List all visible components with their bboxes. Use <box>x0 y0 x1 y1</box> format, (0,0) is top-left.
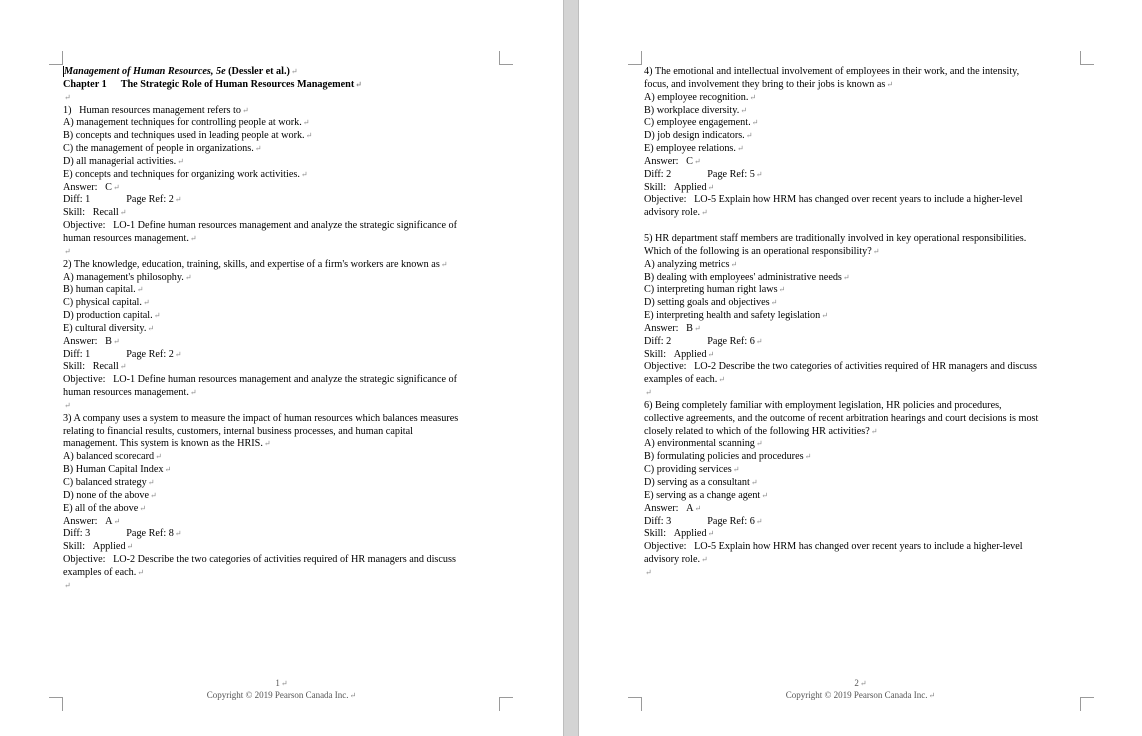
paragraph-mark: ↵ <box>701 555 708 565</box>
paragraph-mark: ↵ <box>147 323 155 333</box>
paragraph-mark: ↵ <box>112 182 120 192</box>
paragraph-mark: ↵ <box>645 388 652 398</box>
paragraph-mark: ↵ <box>750 478 758 487</box>
paragraph-mark: ↵ <box>755 439 763 449</box>
paragraph-mark: ↵ <box>189 233 197 243</box>
question-1-answer <box>63 182 503 195</box>
objective-text: Objective: LO-1 Define human resources management and analyze the strategic significance of <box>63 220 458 232</box>
paragraph-mark: ↵ <box>139 503 146 513</box>
paragraph-mark: ↵ <box>241 105 249 115</box>
page-number-footer <box>0 678 563 688</box>
book-title-italic: Management of Human Resources, 5e <box>64 66 226 77</box>
objective-text: Objective: LO-2 Describe the two categories of activities required of HR managers and discuss <box>644 361 1037 373</box>
question-5-skill <box>644 349 1082 362</box>
paragraph-mark: ↵ <box>707 182 715 192</box>
question-3-option-a <box>63 451 503 464</box>
difficulty-text: Diff: 2 <box>644 335 672 347</box>
question-1-option-e <box>63 169 503 182</box>
skill-text: Skill: Applied <box>644 528 707 540</box>
question-6-difficulty <box>644 516 1082 529</box>
objective-text: Objective: LO-1 Define human resources management and analyze the strategic significance of <box>63 374 458 386</box>
question-4-option-a <box>644 92 1082 105</box>
option-text: B) dealing with employees' administrative needs <box>644 271 842 283</box>
paragraph-mark: ↵ <box>174 195 182 205</box>
option-text: A) environmental scanning <box>644 438 755 450</box>
paragraph-mark: ↵ <box>870 426 878 436</box>
paragraph-mark: ↵ <box>112 336 120 346</box>
paragraph-mark: ↵ <box>693 323 701 333</box>
question-6-stem-cont <box>644 413 1082 426</box>
paragraph-mark: ↵ <box>732 465 740 475</box>
difficulty-text: Diff: 3 <box>63 528 91 540</box>
paragraph-mark: ↵ <box>355 79 362 89</box>
paragraph-mark: ↵ <box>263 439 271 449</box>
option-text: D) all managerial activities. <box>63 155 177 167</box>
paragraph-mark: ↵ <box>113 516 121 526</box>
question-6-option-a <box>644 438 1082 451</box>
question-text: 5) HR department staff members are traditionally involved in key operational responsibilities. <box>644 232 1027 244</box>
question-2-option-a <box>63 272 503 285</box>
question-5-objective-cont <box>644 374 1082 387</box>
option-text: D) setting goals and objectives <box>644 297 770 309</box>
question-5-answer <box>644 323 1082 336</box>
paragraph-mark: ↵ <box>730 259 738 269</box>
option-text: C) the management of people in organizations. <box>63 143 254 155</box>
copyright-footer <box>579 690 1142 700</box>
paragraph-mark: ↵ <box>64 92 71 102</box>
question-6-objective <box>644 541 1082 554</box>
skill-text: Skill: Recall <box>63 207 119 219</box>
paragraph-mark: ↵ <box>184 272 192 282</box>
paragraph-mark: ↵ <box>693 156 701 166</box>
question-text: focus, and involvement they bring to their jobs is known as <box>644 78 886 90</box>
paragraph-mark: ↵ <box>755 336 763 346</box>
paragraph-mark: ↵ <box>177 156 184 166</box>
blank-line <box>644 387 1082 400</box>
question-text: 1) Human resources management refers to <box>63 104 241 116</box>
objective-text: examples of each. <box>63 566 137 578</box>
question-text: 6) Being completely familiar with employment legislation, HR policies and procedures, <box>644 399 1002 411</box>
question-2-difficulty <box>63 349 503 362</box>
question-2-option-b <box>63 284 503 297</box>
question-4-skill <box>644 182 1082 195</box>
paragraph-mark: ↵ <box>751 118 759 128</box>
skill-text: Skill: Applied <box>644 348 707 360</box>
difficulty-text: Diff: 1 <box>63 194 91 206</box>
question-3-option-c <box>63 477 503 490</box>
question-6-skill <box>644 528 1082 541</box>
question-text: collective agreements, and the outcome of recent arbitration hearings and court decisions is most <box>644 412 1039 424</box>
answer-text: Answer: B <box>63 335 112 347</box>
book-title <box>63 66 503 79</box>
option-text: C) employee engagement. <box>644 117 751 129</box>
question-1-option-c <box>63 143 503 156</box>
question-3-skill <box>63 541 503 554</box>
book-title-authors: (Dessler et al.) <box>225 66 290 77</box>
difficulty-text: Diff: 3 <box>644 515 672 527</box>
question-1-objective <box>63 220 503 233</box>
paragraph-mark: ↵ <box>707 529 715 539</box>
blank-line <box>644 567 1082 580</box>
option-text: D) none of the above <box>63 489 149 501</box>
paragraph-mark: ↵ <box>150 490 157 500</box>
paragraph-mark: ↵ <box>755 516 763 526</box>
paragraph-mark: ↵ <box>886 79 894 89</box>
objective-text: advisory role. <box>644 554 701 566</box>
option-text: C) physical capital. <box>63 297 142 309</box>
page-ref-text: Page Ref: 2 <box>126 194 174 206</box>
copyright-text: Copyright © 2019 Pearson Canada Inc. <box>206 690 349 700</box>
answer-text: Answer: C <box>644 155 693 167</box>
question-4-stem <box>644 66 1082 79</box>
paragraph-mark: ↵ <box>147 478 155 487</box>
page-1-body[interactable] <box>63 66 503 593</box>
question-2-option-d <box>63 310 503 323</box>
question-5-option-d <box>644 297 1082 310</box>
option-text: A) analyzing metrics <box>644 258 730 270</box>
paragraph-mark: ↵ <box>928 691 936 700</box>
question-2-answer <box>63 336 503 349</box>
copyright-footer <box>0 690 563 700</box>
paragraph-mark: ↵ <box>305 131 313 141</box>
question-1-option-a <box>63 117 503 130</box>
question-5-option-e <box>644 310 1082 323</box>
paragraph-mark: ↵ <box>645 567 652 577</box>
paragraph-mark: ↵ <box>736 144 744 154</box>
question-text: Which of the following is an operational responsibility? <box>644 245 872 257</box>
page-ref-text: Page Ref: 5 <box>707 168 755 180</box>
question-4-option-b <box>644 105 1082 118</box>
question-4-answer <box>644 156 1082 169</box>
chapter-heading <box>63 79 503 92</box>
paragraph-mark: ↵ <box>64 400 71 410</box>
chapter-label: Chapter 1 <box>63 78 107 90</box>
option-text: B) human capital. <box>63 284 136 296</box>
option-text: B) concepts and techniques used in leading people at work. <box>63 130 305 142</box>
paragraph-mark: ↵ <box>749 92 757 102</box>
paragraph-mark: ↵ <box>174 349 182 359</box>
paragraph-mark: ↵ <box>137 567 144 577</box>
option-text: E) employee relations. <box>644 143 736 155</box>
option-text: C) balanced strategy <box>63 477 147 488</box>
option-text: C) providing services <box>644 464 732 476</box>
paragraph-mark: ↵ <box>745 131 753 141</box>
answer-text: Answer: C <box>63 181 112 193</box>
option-text: B) workplace diversity. <box>644 104 740 116</box>
paragraph-mark: ↵ <box>119 208 127 218</box>
question-5-objective <box>644 361 1082 374</box>
objective-text: human resources management. <box>63 232 189 244</box>
option-text: E) all of the above <box>63 502 139 514</box>
paragraph-mark: ↵ <box>349 691 357 700</box>
option-text: E) cultural diversity. <box>63 322 147 334</box>
question-2-skill <box>63 361 503 374</box>
objective-text: Objective: LO-5 Explain how HRM has changed over recent years to include a higher-level <box>644 541 1023 553</box>
blank-line <box>63 400 503 413</box>
question-5-option-c <box>644 284 1082 297</box>
question-5-stem-cont <box>644 246 1082 259</box>
paragraph-mark: ↵ <box>126 542 134 552</box>
document-page-2[interactable] <box>579 0 1142 736</box>
question-4-difficulty <box>644 169 1082 182</box>
question-text: 3) A company uses a system to measure the impact of human resources which balances measures <box>63 412 459 424</box>
question-4-option-d <box>644 130 1082 143</box>
option-text: A) management's philosophy. <box>63 271 184 283</box>
paragraph-mark: ↵ <box>300 169 308 179</box>
question-6-option-e <box>644 490 1082 503</box>
paragraph-mark: ↵ <box>153 311 161 321</box>
page-ref-text: Page Ref: 6 <box>707 335 755 347</box>
question-2-option-c <box>63 297 503 310</box>
answer-text: Answer: B <box>644 322 693 334</box>
option-text: E) serving as a change agent <box>644 489 761 501</box>
question-5-option-a <box>644 259 1082 272</box>
document-page-1[interactable] <box>0 0 563 736</box>
option-text: B) formulating policies and procedures <box>644 451 804 463</box>
skill-text: Skill: Applied <box>63 541 126 553</box>
difficulty-text: Diff: 1 <box>63 348 91 360</box>
question-5-option-b <box>644 272 1082 285</box>
question-1-difficulty <box>63 194 503 207</box>
skill-text: Skill: Applied <box>644 181 707 193</box>
paragraph-mark: ↵ <box>136 285 144 295</box>
question-1-skill <box>63 207 503 220</box>
paragraph-mark: ↵ <box>64 580 71 590</box>
paragraph-mark: ↵ <box>164 465 172 475</box>
paragraph-mark: ↵ <box>119 362 127 372</box>
question-3-difficulty <box>63 528 503 541</box>
option-text: C) interpreting human right laws <box>644 284 778 296</box>
crop-mark-top-right <box>1080 51 1094 65</box>
question-4-objective <box>644 194 1082 207</box>
question-2-objective-cont <box>63 387 503 400</box>
paragraph-mark: ↵ <box>872 246 880 256</box>
crop-mark-top-left <box>628 51 642 65</box>
option-text: D) job design indicators. <box>644 130 745 142</box>
paragraph-mark: ↵ <box>64 246 71 256</box>
question-6-objective-cont <box>644 554 1082 567</box>
paragraph-mark: ↵ <box>761 490 768 500</box>
question-3-stem-cont <box>63 438 503 451</box>
paragraph-mark: ↵ <box>440 259 448 269</box>
question-3-answer <box>63 516 503 529</box>
paragraph-mark: ↵ <box>290 67 298 76</box>
question-3-objective-cont <box>63 567 503 580</box>
paragraph-mark: ↵ <box>842 272 850 282</box>
paragraph-mark: ↵ <box>770 298 778 308</box>
blank-line <box>644 220 1082 233</box>
paragraph-mark: ↵ <box>701 208 708 218</box>
paragraph-mark: ↵ <box>718 375 725 385</box>
question-6-stem-cont <box>644 426 1082 439</box>
paragraph-mark: ↵ <box>755 169 763 179</box>
answer-text: Answer: A <box>644 502 694 514</box>
question-3-option-b <box>63 464 503 477</box>
skill-text: Skill: Recall <box>63 361 119 373</box>
objective-text: Objective: LO-5 Explain how HRM has changed over recent years to include a higher-level <box>644 194 1023 206</box>
question-1-stem <box>63 105 503 118</box>
question-3-option-e <box>63 503 503 516</box>
objective-text: examples of each. <box>644 374 718 386</box>
objective-text: advisory role. <box>644 207 701 219</box>
option-text: A) employee recognition. <box>644 91 749 103</box>
question-6-answer <box>644 503 1082 516</box>
question-4-option-c <box>644 117 1082 130</box>
question-5-stem <box>644 233 1082 246</box>
page-ref-text: Page Ref: 2 <box>126 348 174 360</box>
blank-line <box>63 92 503 105</box>
answer-text: Answer: A <box>63 515 113 527</box>
page-number: 1 <box>275 678 280 688</box>
question-text: management. This system is known as the HRIS. <box>63 438 263 450</box>
paragraph-mark: ↵ <box>254 144 262 154</box>
question-6-stem <box>644 400 1082 413</box>
question-5-difficulty <box>644 336 1082 349</box>
question-3-stem <box>63 413 503 426</box>
paragraph-mark: ↵ <box>189 388 197 398</box>
copyright-text: Copyright © 2019 Pearson Canada Inc. <box>785 690 928 700</box>
page-ref-text: Page Ref: 8 <box>126 528 174 540</box>
objective-text: Objective: LO-2 Describe the two categories of activities required of HR managers and discuss <box>63 554 456 566</box>
question-text: 2) The knowledge, education, training, skills, and expertise of a firm's workers are known as <box>63 258 440 270</box>
objective-text: human resources management. <box>63 387 189 399</box>
question-1-option-b <box>63 130 503 143</box>
option-text: D) serving as a consultant <box>644 477 750 488</box>
question-text: 4) The emotional and intellectual involvement of employees in their work, and the intensity, <box>644 66 1020 77</box>
question-3-option-d <box>63 490 503 503</box>
question-2-objective <box>63 374 503 387</box>
option-text: E) concepts and techniques for organizing work activities. <box>63 168 300 180</box>
page-number-footer <box>579 678 1142 688</box>
question-4-stem-cont <box>644 79 1082 92</box>
question-2-stem <box>63 259 503 272</box>
page-gap <box>563 0 579 736</box>
paragraph-mark: ↵ <box>804 452 812 462</box>
question-6-option-b <box>644 451 1082 464</box>
blank-line <box>63 580 503 593</box>
question-3-objective <box>63 554 503 567</box>
paragraph-mark: ↵ <box>280 679 288 688</box>
paragraph-mark: ↵ <box>707 349 715 359</box>
question-4-objective-cont <box>644 207 1082 220</box>
question-3-stem-cont <box>63 426 503 439</box>
crop-mark-top-right <box>499 51 513 65</box>
question-text: relating to financial results, customers, internal business processes, and human capital <box>63 425 413 437</box>
question-4-option-e <box>644 143 1082 156</box>
paragraph-mark: ↵ <box>155 452 162 462</box>
crop-mark-top-left <box>49 51 63 65</box>
page-ref-text: Page Ref: 6 <box>707 515 755 527</box>
paragraph-mark: ↵ <box>302 118 310 128</box>
question-2-option-e <box>63 323 503 336</box>
option-text: D) production capital. <box>63 310 153 322</box>
page-2-body[interactable] <box>644 66 1082 580</box>
paragraph-mark: ↵ <box>694 503 702 513</box>
paragraph-mark: ↵ <box>821 311 828 321</box>
question-6-option-d <box>644 477 1082 490</box>
paragraph-mark: ↵ <box>778 285 786 295</box>
paragraph-mark: ↵ <box>740 105 747 115</box>
question-6-option-c <box>644 464 1082 477</box>
paragraph-mark: ↵ <box>859 679 867 688</box>
page-number: 2 <box>854 678 859 688</box>
paragraph-mark: ↵ <box>142 298 150 308</box>
option-text: B) Human Capital Index <box>63 464 164 476</box>
question-1-objective-cont <box>63 233 503 246</box>
paragraph-mark: ↵ <box>174 529 182 539</box>
option-text: E) interpreting health and safety legislation <box>644 310 821 322</box>
question-text: closely related to which of the following HR activities? <box>644 425 870 437</box>
difficulty-text: Diff: 2 <box>644 168 672 180</box>
option-text: A) management techniques for controlling people at work. <box>63 117 302 129</box>
blank-line <box>63 246 503 259</box>
option-text: A) balanced scorecard <box>63 451 155 463</box>
chapter-title: The Strategic Role of Human Resources Management <box>120 78 355 90</box>
question-1-option-d <box>63 156 503 169</box>
